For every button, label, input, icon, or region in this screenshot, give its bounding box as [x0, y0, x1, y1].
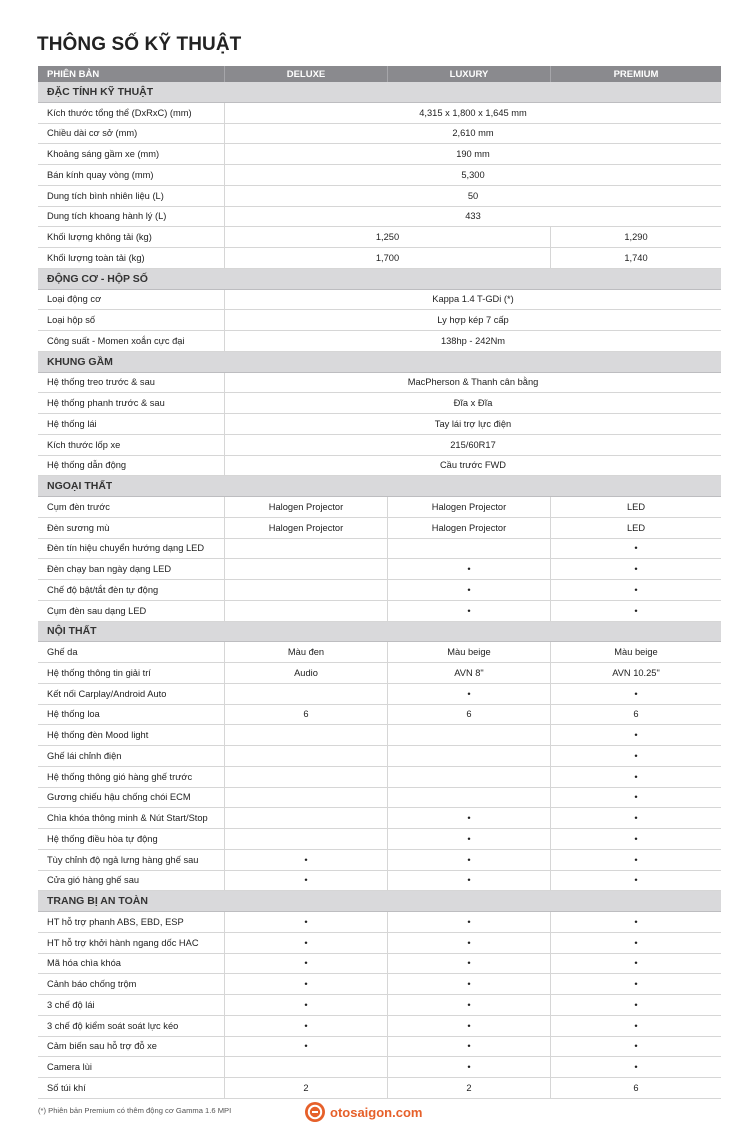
value-premium: • — [550, 788, 721, 808]
section-title: NỘI THẤT — [47, 625, 97, 638]
table-row — [38, 144, 721, 165]
value-deluxe: Halogen Projector — [224, 518, 387, 538]
value-deluxe — [224, 559, 387, 579]
value-deluxe — [224, 725, 387, 745]
row-label: Công suất - Momen xoắn cực đại — [47, 335, 185, 346]
section-header — [38, 269, 721, 290]
value-premium: • — [550, 559, 721, 579]
section-header — [38, 352, 721, 373]
value-deluxe — [224, 580, 387, 600]
row-label: Hệ thống thông tin giải trí — [47, 667, 151, 678]
table-row — [38, 124, 721, 145]
value-deluxe — [224, 539, 387, 559]
table-row — [38, 186, 721, 207]
row-label: Ghế da — [47, 647, 78, 658]
table-row — [38, 850, 721, 871]
section-header — [38, 622, 721, 643]
table-row — [38, 767, 721, 788]
table-row — [38, 248, 721, 269]
value-luxury — [387, 788, 550, 808]
value-premium: • — [550, 995, 721, 1015]
value-all-versions: Tay lái trợ lực điện — [224, 414, 721, 434]
row-label: Loại hộp số — [47, 315, 96, 326]
section-title: KHUNG GẦM — [47, 355, 113, 368]
table-row — [38, 518, 721, 539]
value-premium: • — [550, 601, 721, 621]
value-deluxe — [224, 767, 387, 787]
value-premium: • — [550, 746, 721, 766]
value-luxury: • — [387, 684, 550, 704]
header-premium: PREMIUM — [550, 66, 721, 82]
table-row — [38, 954, 721, 975]
value-luxury: • — [387, 580, 550, 600]
section-title: ĐẶC TÍNH KỸ THUẬT — [47, 85, 154, 98]
value-premium: LED — [550, 497, 721, 517]
value-deluxe — [224, 601, 387, 621]
page-title: THÔNG SỐ KỸ THUẬT — [37, 34, 242, 55]
section-title: ĐỘNG CƠ - HỘP SỐ — [47, 272, 148, 285]
value-premium: • — [550, 1037, 721, 1057]
value-deluxe: • — [224, 1016, 387, 1036]
value-deluxe — [224, 788, 387, 808]
value-premium: 6 — [550, 1078, 721, 1098]
value-deluxe: 6 — [224, 705, 387, 725]
value-all-versions: MacPherson & Thanh cân bằng — [224, 373, 721, 393]
table-row — [38, 435, 721, 456]
value-luxury: • — [387, 1016, 550, 1036]
value-all-versions: Đĩa x Đĩa — [224, 393, 721, 413]
otosaigon-logo-icon — [304, 1101, 326, 1123]
value-all-versions: 4,315 x 1,800 x 1,645 mm — [224, 103, 721, 123]
row-label: Khoảng sáng gầm xe (mm) — [47, 149, 160, 160]
value-premium: • — [550, 1057, 721, 1077]
value-premium: AVN 10.25" — [550, 663, 721, 683]
table-row — [38, 559, 721, 580]
row-label: HT hỗ trợ khởi hành ngang dốc HAC — [47, 937, 199, 948]
value-deluxe: 2 — [224, 1078, 387, 1098]
table-row — [38, 746, 721, 767]
value-luxury: Halogen Projector — [387, 497, 550, 517]
value-luxury — [387, 725, 550, 745]
value-deluxe: Audio — [224, 663, 387, 683]
value-deluxe — [224, 746, 387, 766]
value-luxury: • — [387, 974, 550, 994]
row-label: Khối lượng toàn tải (kg) — [47, 252, 145, 263]
row-label: Dung tích bình nhiên liệu (L) — [47, 190, 164, 201]
value-premium: • — [550, 829, 721, 849]
value-all-versions: 5,300 — [224, 165, 721, 185]
table-row — [38, 207, 721, 228]
value-all-versions: 2,610 mm — [224, 124, 721, 144]
row-label: Bán kính quay vòng (mm) — [47, 169, 154, 180]
table-row — [38, 310, 721, 331]
table-row — [38, 103, 721, 124]
table-row — [38, 684, 721, 705]
table-row — [38, 1016, 721, 1037]
value-luxury: • — [387, 1037, 550, 1057]
table-row — [38, 705, 721, 726]
value-deluxe: • — [224, 954, 387, 974]
value-premium: 1,290 — [550, 227, 721, 247]
value-luxury: • — [387, 954, 550, 974]
table-row — [38, 497, 721, 518]
table-row — [38, 373, 721, 394]
value-deluxe: • — [224, 850, 387, 870]
row-label: Khối lượng không tải (kg) — [47, 232, 152, 243]
table-row — [38, 1037, 721, 1058]
value-deluxe — [224, 684, 387, 704]
row-label: Tùy chỉnh độ ngả lưng hàng ghế sau — [47, 854, 199, 865]
table-row — [38, 788, 721, 809]
table-row — [38, 725, 721, 746]
row-label: Camera lùi — [47, 1062, 92, 1073]
row-label: Chìa khóa thông minh & Nút Start/Stop — [47, 813, 208, 824]
row-label: Hệ thống treo trước & sau — [47, 377, 155, 388]
table-row — [38, 974, 721, 995]
row-label: Hệ thống phanh trước & sau — [47, 398, 165, 409]
table-row — [38, 933, 721, 954]
section-title: TRANG BỊ AN TOÀN — [47, 895, 148, 908]
value-premium: 1,740 — [550, 248, 721, 268]
value-premium: • — [550, 580, 721, 600]
table-row — [38, 829, 721, 850]
value-premium: • — [550, 974, 721, 994]
table-row — [38, 601, 721, 622]
row-label: Hệ thống đèn Mood light — [47, 730, 149, 741]
value-premium: • — [550, 850, 721, 870]
value-luxury — [387, 539, 550, 559]
value-deluxe: • — [224, 974, 387, 994]
table-row — [38, 995, 721, 1016]
row-label: Cảnh báo chống trộm — [47, 979, 137, 990]
value-deluxe: Màu đen — [224, 642, 387, 662]
value-premium: • — [550, 1016, 721, 1036]
row-label: Kích thước lốp xe — [47, 439, 121, 450]
row-label: Hệ thống điều hòa tự động — [47, 833, 158, 844]
value-luxury: Màu beige — [387, 642, 550, 662]
value-deluxe: • — [224, 912, 387, 932]
value-all-versions: 138hp - 242Nm — [224, 331, 721, 351]
value-premium: • — [550, 539, 721, 559]
value-deluxe — [224, 829, 387, 849]
row-label: Cảm biến sau hỗ trợ đỗ xe — [47, 1041, 157, 1052]
table-row — [38, 539, 721, 560]
value-luxury: • — [387, 601, 550, 621]
value-premium: 6 — [550, 705, 721, 725]
table-row — [38, 1078, 721, 1099]
row-label: Cụm đèn trước — [47, 501, 110, 512]
table-row — [38, 642, 721, 663]
table-row — [38, 227, 721, 248]
header-version: PHIÊN BẢN — [47, 68, 100, 80]
table-row — [38, 456, 721, 477]
value-premium: LED — [550, 518, 721, 538]
row-label: Loại động cơ — [47, 294, 102, 305]
value-luxury: • — [387, 871, 550, 891]
value-all-versions: Kappa 1.4 T-GDi (*) — [224, 290, 721, 310]
header-deluxe: DELUXE — [224, 66, 387, 82]
row-label: 3 chế độ kiểm soát soát lực kéo — [47, 1020, 179, 1031]
value-all-versions: 190 mm — [224, 144, 721, 164]
row-label: Đèn chạy ban ngày dạng LED — [47, 564, 172, 575]
spec-table — [38, 66, 721, 1099]
value-luxury — [387, 746, 550, 766]
row-label: Kết nối Carplay/Android Auto — [47, 688, 167, 699]
value-deluxe: • — [224, 871, 387, 891]
table-row — [38, 1057, 721, 1078]
value-luxury: AVN 8" — [387, 663, 550, 683]
value-luxury — [387, 767, 550, 787]
brand-text: otosaigon.com — [330, 1104, 423, 1120]
value-luxury: • — [387, 850, 550, 870]
value-luxury: • — [387, 808, 550, 828]
value-luxury: • — [387, 1057, 550, 1077]
value-all-versions: 50 — [224, 186, 721, 206]
value-premium: • — [550, 725, 721, 745]
value-all-versions: 433 — [224, 207, 721, 227]
row-label: Chế độ bật/tắt đèn tự động — [47, 584, 159, 595]
footnote: (*) Phiên bản Premium có thêm động cơ Gamma 1.6 MPI — [38, 1106, 232, 1115]
value-premium: • — [550, 684, 721, 704]
table-row — [38, 871, 721, 892]
value-deluxe: Halogen Projector — [224, 497, 387, 517]
section-header — [38, 476, 721, 497]
table-row — [38, 393, 721, 414]
value-luxury: • — [387, 829, 550, 849]
value-deluxe — [224, 808, 387, 828]
value-luxury: • — [387, 912, 550, 932]
row-label: Ghế lái chỉnh điện — [47, 750, 122, 761]
table-row — [38, 165, 721, 186]
value-all-versions: 215/60R17 — [224, 435, 721, 455]
value-all-versions: Ly hợp kép 7 cấp — [224, 310, 721, 330]
row-label: Hệ thống thông gió hàng ghế trước — [47, 771, 193, 782]
row-label: Số túi khí — [47, 1082, 86, 1093]
brand-logo — [304, 1101, 422, 1123]
value-luxury: Halogen Projector — [387, 518, 550, 538]
header-luxury: LUXURY — [387, 66, 550, 82]
row-label: Đèn sương mù — [47, 522, 110, 533]
value-deluxe: • — [224, 933, 387, 953]
value-luxury: • — [387, 933, 550, 953]
row-label: Dung tích khoang hành lý (L) — [47, 211, 167, 222]
value-deluxe — [224, 1057, 387, 1077]
table-row — [38, 912, 721, 933]
row-label: Cửa gió hàng ghế sau — [47, 875, 140, 886]
row-label: Chiều dài cơ sở (mm) — [47, 128, 138, 139]
row-label: Đèn tín hiệu chuyển hướng dạng LED — [47, 543, 205, 554]
row-label: Hệ thống loa — [47, 709, 100, 720]
table-row — [38, 808, 721, 829]
row-label: Hệ thống dẫn động — [47, 460, 127, 471]
value-premium: • — [550, 871, 721, 891]
table-row — [38, 414, 721, 435]
value-luxury: 2 — [387, 1078, 550, 1098]
row-label: Cụm đèn sau dạng LED — [47, 605, 147, 616]
value-luxury: • — [387, 559, 550, 579]
table-row — [38, 663, 721, 684]
value-premium: • — [550, 933, 721, 953]
value-premium: • — [550, 954, 721, 974]
value-deluxe: • — [224, 995, 387, 1015]
row-label: 3 chế độ lái — [47, 999, 95, 1010]
table-row — [38, 331, 721, 352]
row-label: Mã hóa chìa khóa — [47, 958, 121, 969]
row-label: Gương chiếu hậu chống chói ECM — [47, 792, 191, 803]
table-row — [38, 580, 721, 601]
value-all-versions: Cầu trước FWD — [224, 456, 721, 476]
section-header — [38, 891, 721, 912]
value-premium: • — [550, 912, 721, 932]
value-premium: Màu beige — [550, 642, 721, 662]
section-header — [38, 82, 721, 103]
value-premium: • — [550, 808, 721, 828]
row-label: HT hỗ trợ phanh ABS, EBD, ESP — [47, 916, 184, 927]
value-luxury: • — [387, 995, 550, 1015]
row-label: Hệ thống lái — [47, 418, 97, 429]
value-deluxe: • — [224, 1037, 387, 1057]
table-row — [38, 290, 721, 311]
value-premium: • — [550, 767, 721, 787]
value-deluxe-luxury: 1,700 — [224, 248, 550, 268]
table-header — [38, 66, 721, 82]
value-luxury: 6 — [387, 705, 550, 725]
row-label: Kích thước tổng thể (DxRxC) (mm) — [47, 107, 192, 118]
section-title: NGOẠI THẤT — [47, 480, 113, 493]
value-deluxe-luxury: 1,250 — [224, 227, 550, 247]
